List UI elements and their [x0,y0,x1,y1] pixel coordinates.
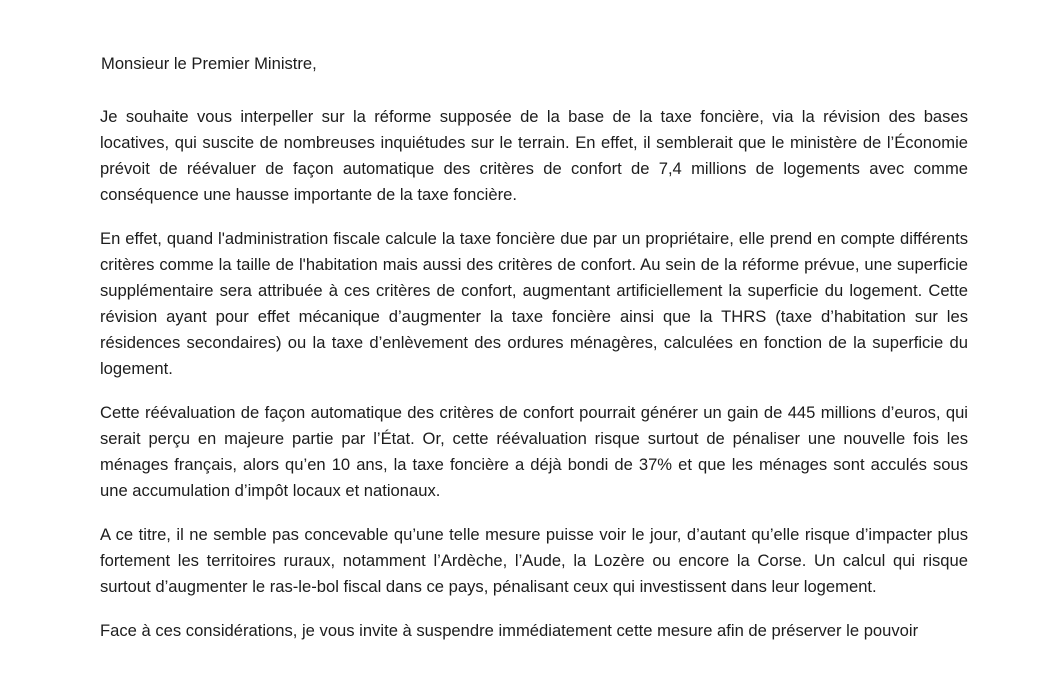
paragraph-tax-calculation: En effet, quand l'administration fiscale calcule la taxe foncière due par un propriétaire, elle prend en compte différents critères comme la taille de l'habitation mais aussi des critères de confort. Au sein de la réforme prévue, une superficie supplémentaire sera attribuée à ces critères de confort, augmentant artificiellement la superficie du logement. Cette révision ayant pour effet mécanique d’augmenter la taxe foncière ainsi que la THRS (taxe d’habitation sur les résidences secondaires) ou la taxe d’enlèvement des ordures ménagères, calculées en fonction de la superficie du logement. [100,229,968,378]
paragraph-reform-concern: Je souhaite vous interpeller sur la réforme supposée de la base de la taxe foncière, via la révision des bases locatives, qui suscite de nombreuses inquiétudes sur le terrain. En effet, il semblerait que le ministère de l’Économie prévoit de réévaluer de façon automatique des critères de confort de 7,4 millions de logements avec comme conséquence une hausse importante de la taxe foncière. [100,107,968,204]
paragraph-request: Face à ces considérations, je vous invite à suspendre immédiatement cette mesure afin de préserver le pouvoir [100,621,919,640]
paragraph-revenue-impact: Cette réévaluation de façon automatique des critères de confort pourrait générer un gain de 445 millions d’euros, qui serait perçu en majeure partie par l’État. Or, cette réévaluation risque surtout de pénaliser une nouvelle fois les ménages français, alors qu’en 10 ans, la taxe foncière a déjà bondi de 37% et que les ménages sont acculés sous une accumulation d’impôt locaux et nationaux. [100,403,968,500]
letter-body [100,52,968,662]
paragraph-rural-impact: A ce titre, il ne semble pas concevable qu’une telle mesure puisse voir le jour, d’autant qu’elle risque d’impacter plus fortement les territoires ruraux, notamment l’Ardèche, l’Aude, la Lozère ou encore la Corse. Un calcul qui risque surtout d’augmenter le ras-le-bol fiscal dans ce pays, pénalisant ceux qui investissent dans leur logement. [100,525,968,596]
salutation: Monsieur le Premier Ministre, [101,54,317,73]
